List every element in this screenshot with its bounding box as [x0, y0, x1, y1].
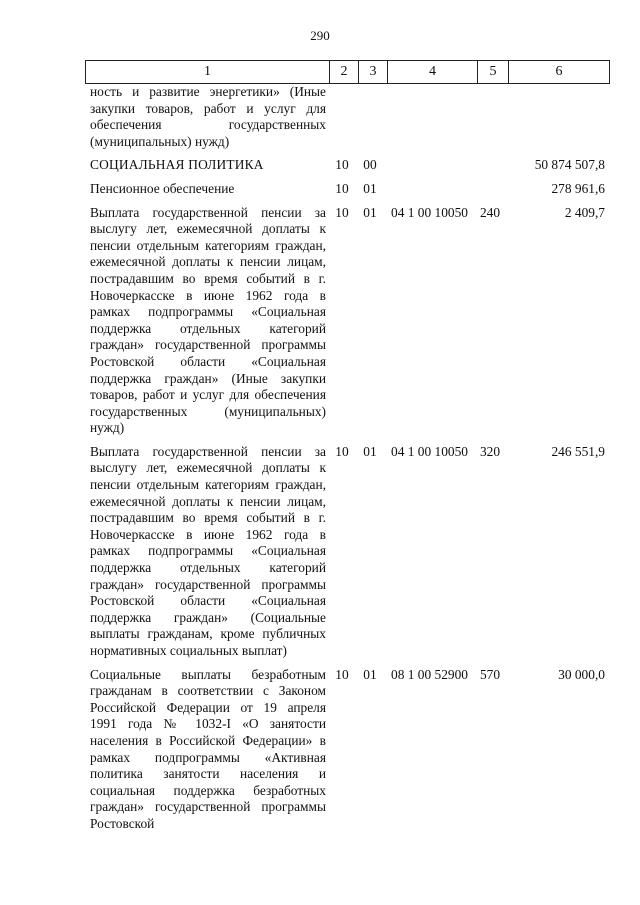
- row-amount: 278 961,6: [551, 180, 605, 196]
- row-section-code: 10: [335, 666, 349, 682]
- row-section-code: 10: [335, 157, 349, 173]
- row-subsection-code: 01: [363, 204, 377, 220]
- column-header-4: 4: [388, 61, 478, 84]
- row-subsection-code: 00: [363, 157, 377, 173]
- table-row: [85, 660, 612, 833]
- row-expense-type: [475, 84, 505, 150]
- row-expense-type: 570: [479, 666, 501, 682]
- row-amount: 246 551,9: [551, 443, 605, 459]
- table-row: [85, 84, 612, 150]
- row-section-code: [328, 84, 356, 150]
- row-subsection-code: 01: [363, 180, 377, 196]
- row-target-article: 04 1 00 10050: [391, 443, 468, 459]
- row-description: Пенсионное обеспечение: [90, 180, 235, 196]
- table-row: [85, 150, 612, 174]
- row-description: Выплата государственной пенсии за выслугу лет, ежемесячной доплаты к пенсии отдельным категориям граждан, ежемесячной доплаты к пенсии лицам, пострадавшим во время событий в г. Новочеркасске в июне 1962 года в рамках подпрограммы «Социальная поддержка отдельных категорий граждан» государственной программы Ростовской области «Социальная поддержка граждан» (Иные закупки товаров, работ и услуг для обеспечения государственных (муниципальных) нужд): [90, 204, 326, 436]
- row-subsection-code: 01: [363, 666, 377, 682]
- table-row: [85, 198, 612, 437]
- row-section-code: 10: [335, 443, 349, 459]
- row-amount: 30 000,0: [558, 666, 605, 682]
- row-section-code: 10: [335, 204, 349, 220]
- column-header-6: 6: [509, 61, 610, 84]
- row-target-article: [384, 174, 475, 198]
- row-description: Социальные выплаты безработным гражданам в соответствии с Законом Российской Федерации от 19 апреля 1991 года № 1032-I «О занятости населения в Российской Федерации» в рамках подпрограммы «Активная политика занятости населения и социальная поддержка безработных граждан» государственной программы Ростовской: [90, 666, 326, 831]
- budget-table: [85, 84, 612, 833]
- row-expense-type: 240: [479, 204, 501, 220]
- row-target-article: 08 1 00 52900: [391, 666, 468, 682]
- row-amount: 50 874 507,8: [534, 157, 605, 173]
- column-header-2: 2: [330, 61, 359, 84]
- row-description: Выплата государственной пенсии за выслугу лет, ежемесячной доплаты к пенсии отдельным категориям граждан, ежемесячной доплаты к пенсии лицам, пострадавшим во время событий в г. Новочеркасске в июне 1962 года в рамках подпрограммы «Социальная поддержка отдельных категорий граждан» государственной программы Ростовской области «Социальная поддержка граждан» (Социальные выплаты гражданам, кроме публичных нормативных социальных выплат): [90, 443, 326, 658]
- row-description: ность и развитие энергетики» (Иные закупки товаров, работ и услуг для обеспечения государственных (муниципальных) нужд): [90, 84, 326, 149]
- column-header-3: 3: [359, 61, 388, 84]
- table-row: [85, 437, 612, 660]
- row-expense-type: 320: [479, 443, 501, 459]
- row-amount: 2 409,7: [564, 204, 605, 220]
- row-subsection-code: 01: [363, 443, 377, 459]
- table-row: [85, 174, 612, 198]
- column-header-5: 5: [478, 61, 509, 84]
- row-description: СОЦИАЛЬНАЯ ПОЛИТИКА: [90, 157, 264, 173]
- row-subsection-code: [356, 84, 384, 150]
- page-number: 290: [310, 28, 330, 43]
- row-target-article: [384, 150, 475, 174]
- row-target-article: [384, 84, 475, 150]
- row-expense-type: [475, 174, 505, 198]
- row-target-article: 04 1 00 10050: [391, 204, 468, 220]
- row-amount: [505, 84, 612, 150]
- row-section-code: 10: [335, 180, 349, 196]
- column-header-row: [85, 60, 610, 84]
- row-expense-type: [475, 150, 505, 174]
- column-header-1: 1: [86, 61, 330, 84]
